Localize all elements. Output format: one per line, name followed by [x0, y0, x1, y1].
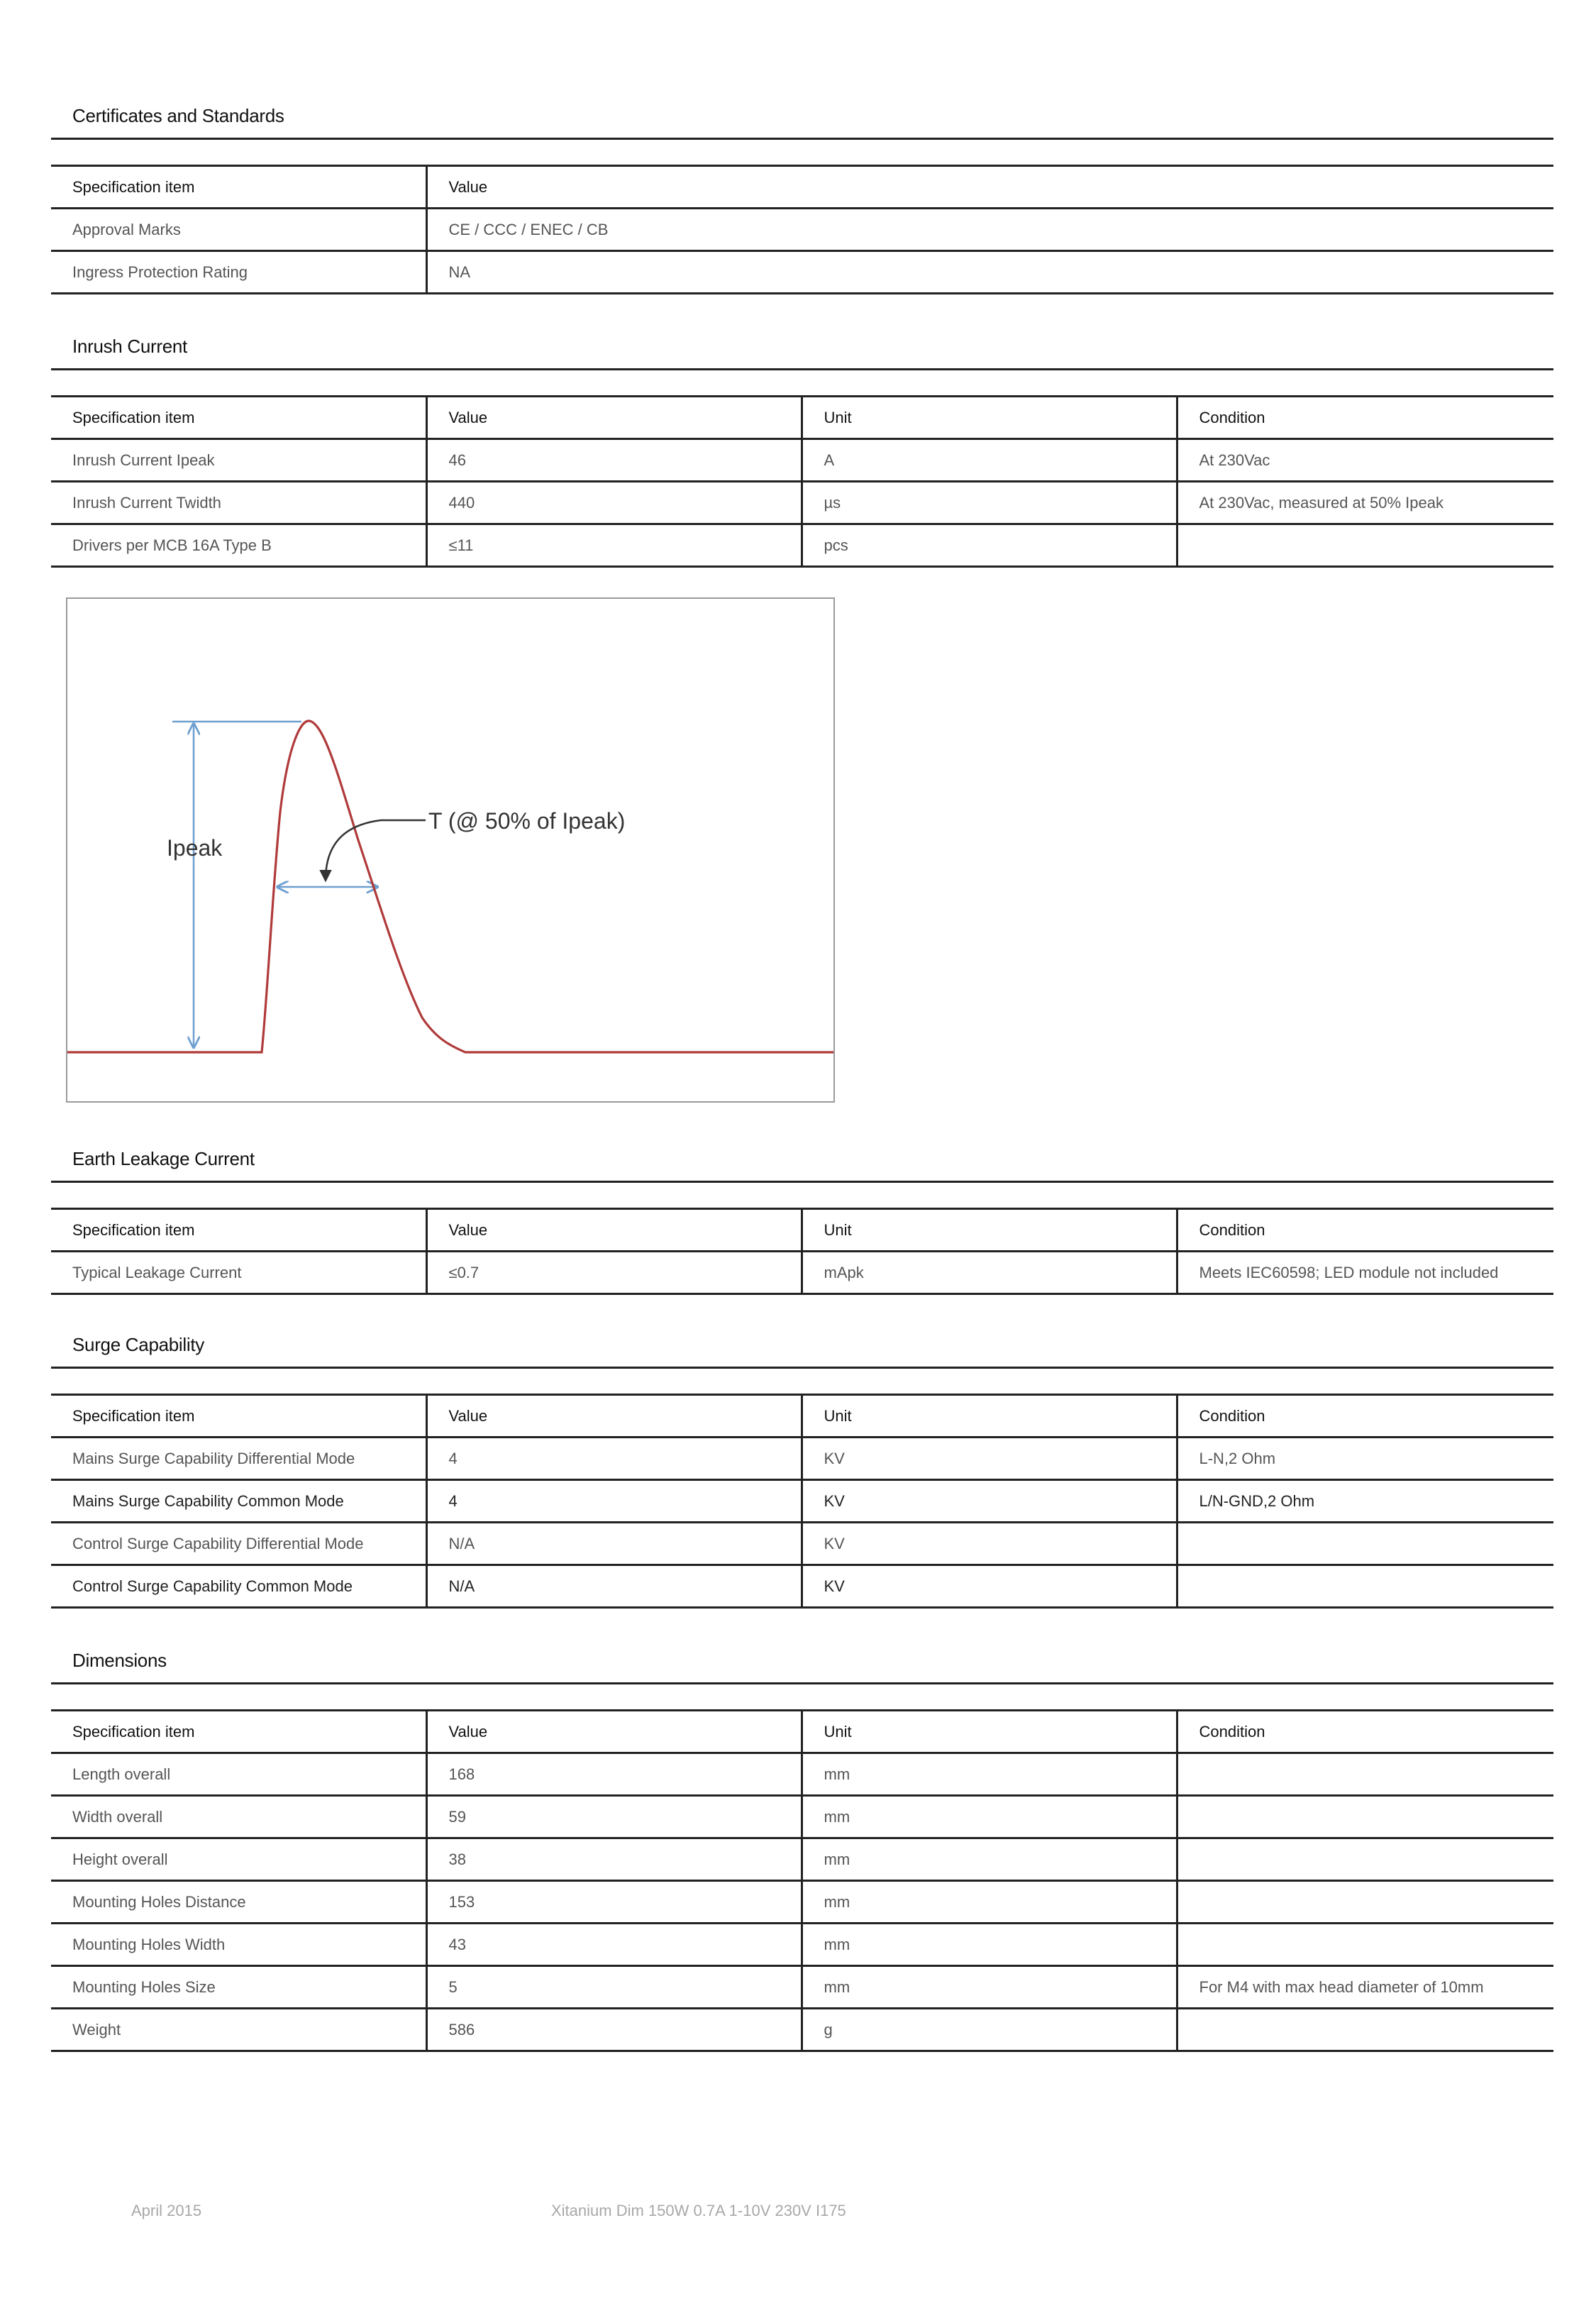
inrush-current-curve: [67, 721, 833, 1052]
table-cell: 153: [426, 1881, 802, 1924]
table-cell: N/A: [426, 1523, 802, 1565]
table-cell: µs: [802, 482, 1177, 524]
table-cell: [1177, 2009, 1553, 2051]
table-cell: 586: [426, 2009, 802, 2051]
table-row: [51, 1252, 1553, 1294]
table-cell: Drivers per MCB 16A Type B: [51, 524, 426, 567]
table-header-row: [51, 397, 1553, 439]
table-cell: Mains Surge Capability Differential Mode: [51, 1438, 426, 1480]
table-cell: 4: [426, 1438, 802, 1480]
surge-table: [51, 1394, 1553, 1609]
inrush-table: [51, 395, 1553, 568]
table-cell: KV: [802, 1523, 1177, 1565]
section-title: Dimensions: [72, 1650, 167, 1671]
section-title: Earth Leakage Current: [72, 1148, 255, 1169]
section-title: Inrush Current: [72, 336, 187, 357]
table-cell: Length overall: [51, 1753, 426, 1796]
table-cell: Inrush Current Twidth: [51, 482, 426, 524]
header-cell: Unit: [802, 1395, 1177, 1438]
table-cell: At 230Vac, measured at 50% Ipeak: [1177, 482, 1553, 524]
table-cell: CE / CCC / ENEC / CB: [426, 209, 1553, 251]
header-cell: Specification item: [51, 166, 426, 209]
table-cell: [1177, 1881, 1553, 1924]
table-cell: [1177, 1523, 1553, 1565]
table-cell: mm: [802, 1838, 1177, 1881]
table-row: [51, 1966, 1553, 2009]
table-row: [51, 1881, 1553, 1924]
leakage-table: [51, 1208, 1553, 1295]
table-cell: mm: [802, 1966, 1177, 2009]
header-cell: Value: [426, 397, 802, 439]
header-cell: Unit: [802, 1209, 1177, 1252]
table-cell: Mounting Holes Width: [51, 1924, 426, 1966]
table-row: [51, 1565, 1553, 1608]
table-row: [51, 1523, 1553, 1565]
certificates-table: [51, 165, 1553, 294]
table-cell: 46: [426, 439, 802, 482]
t-label-leader: [326, 820, 426, 880]
header-cell: Specification item: [51, 1711, 426, 1753]
table-cell: ≤11: [426, 524, 802, 567]
table-cell: 5: [426, 1966, 802, 2009]
table-cell: At 230Vac: [1177, 439, 1553, 482]
table-cell: Control Surge Capability Differential Mode: [51, 1523, 426, 1565]
table-cell: [1177, 1838, 1553, 1881]
table-cell: KV: [802, 1480, 1177, 1523]
header-cell: Condition: [1177, 397, 1553, 439]
table-cell: [1177, 1753, 1553, 1796]
table-cell: KV: [802, 1565, 1177, 1608]
table-cell: N/A: [426, 1565, 802, 1608]
table-cell: Inrush Current Ipeak: [51, 439, 426, 482]
table-row: [51, 482, 1553, 524]
table-cell: g: [802, 2009, 1177, 2051]
section-divider: [51, 138, 1553, 140]
section-title: Surge Capability: [72, 1334, 204, 1355]
table-cell: ≤0.7: [426, 1252, 802, 1294]
dimensions-table: [51, 1709, 1553, 2052]
header-cell: Unit: [802, 397, 1177, 439]
table-header-row: [51, 1209, 1553, 1252]
header-cell: Unit: [802, 1711, 1177, 1753]
header-cell: Value: [426, 1711, 802, 1753]
t-width-label: T (@ 50% of Ipeak): [428, 808, 626, 834]
inrush-waveform-figure: [66, 597, 835, 1103]
table-cell: [1177, 1565, 1553, 1608]
table-cell: mm: [802, 1924, 1177, 1966]
table-header-row: [51, 1395, 1553, 1438]
inrush-waveform-diagram: [67, 599, 833, 1101]
header-cell: Specification item: [51, 397, 426, 439]
header-cell: Value: [426, 1209, 802, 1252]
table-cell: [1177, 524, 1553, 567]
table-header-row: [51, 1711, 1553, 1753]
table-cell: mm: [802, 1796, 1177, 1838]
table-row: [51, 209, 1553, 251]
table-row: [51, 2009, 1553, 2051]
table-row: [51, 1924, 1553, 1966]
table-row: [51, 1753, 1553, 1796]
table-cell: A: [802, 439, 1177, 482]
footer-date: April 2015: [131, 2202, 202, 2219]
table-cell: Height overall: [51, 1838, 426, 1881]
table-cell: Mounting Holes Size: [51, 1966, 426, 2009]
footer-product-name: Xitanium Dim 150W 0.7A 1-10V 230V I175: [551, 2202, 846, 2219]
section-title: Certificates and Standards: [72, 105, 284, 126]
table-cell: pcs: [802, 524, 1177, 567]
table-cell: mm: [802, 1753, 1177, 1796]
table-cell: L-N,2 Ohm: [1177, 1438, 1553, 1480]
ipeak-label: Ipeak: [167, 835, 223, 861]
table-row: [51, 439, 1553, 482]
table-cell: mm: [802, 1881, 1177, 1924]
table-cell: NA: [426, 251, 1553, 294]
table-cell: 168: [426, 1753, 802, 1796]
header-cell: Condition: [1177, 1209, 1553, 1252]
table-row: [51, 251, 1553, 294]
table-cell: Ingress Protection Rating: [51, 251, 426, 294]
table-cell: Typical Leakage Current: [51, 1252, 426, 1294]
header-cell: Specification item: [51, 1209, 426, 1252]
table-row: [51, 1480, 1553, 1523]
table-cell: mApk: [802, 1252, 1177, 1294]
table-cell: KV: [802, 1438, 1177, 1480]
table-row: [51, 524, 1553, 567]
header-cell: Value: [426, 1395, 802, 1438]
table-row: [51, 1796, 1553, 1838]
header-cell: Value: [426, 166, 1553, 209]
table-cell: Width overall: [51, 1796, 426, 1838]
table-cell: Mains Surge Capability Common Mode: [51, 1480, 426, 1523]
table-cell: L/N-GND,2 Ohm: [1177, 1480, 1553, 1523]
header-cell: Condition: [1177, 1395, 1553, 1438]
table-cell: 440: [426, 482, 802, 524]
table-header-row: [51, 166, 1553, 209]
table-cell: For M4 with max head diameter of 10mm: [1177, 1966, 1553, 2009]
table-cell: [1177, 1924, 1553, 1966]
section-divider: [51, 1367, 1553, 1369]
table-cell: Weight: [51, 2009, 426, 2051]
table-row: [51, 1438, 1553, 1480]
section-divider: [51, 1682, 1553, 1684]
table-cell: Approval Marks: [51, 209, 426, 251]
table-cell: 4: [426, 1480, 802, 1523]
header-cell: Condition: [1177, 1711, 1553, 1753]
section-divider: [51, 1181, 1553, 1183]
table-cell: Mounting Holes Distance: [51, 1881, 426, 1924]
table-cell: 59: [426, 1796, 802, 1838]
header-cell: Specification item: [51, 1395, 426, 1438]
table-cell: 38: [426, 1838, 802, 1881]
table-cell: 43: [426, 1924, 802, 1966]
table-cell: Control Surge Capability Common Mode: [51, 1565, 426, 1608]
section-divider: [51, 368, 1553, 370]
table-row: [51, 1838, 1553, 1881]
table-cell: Meets IEC60598; LED module not included: [1177, 1252, 1553, 1294]
table-cell: [1177, 1796, 1553, 1838]
